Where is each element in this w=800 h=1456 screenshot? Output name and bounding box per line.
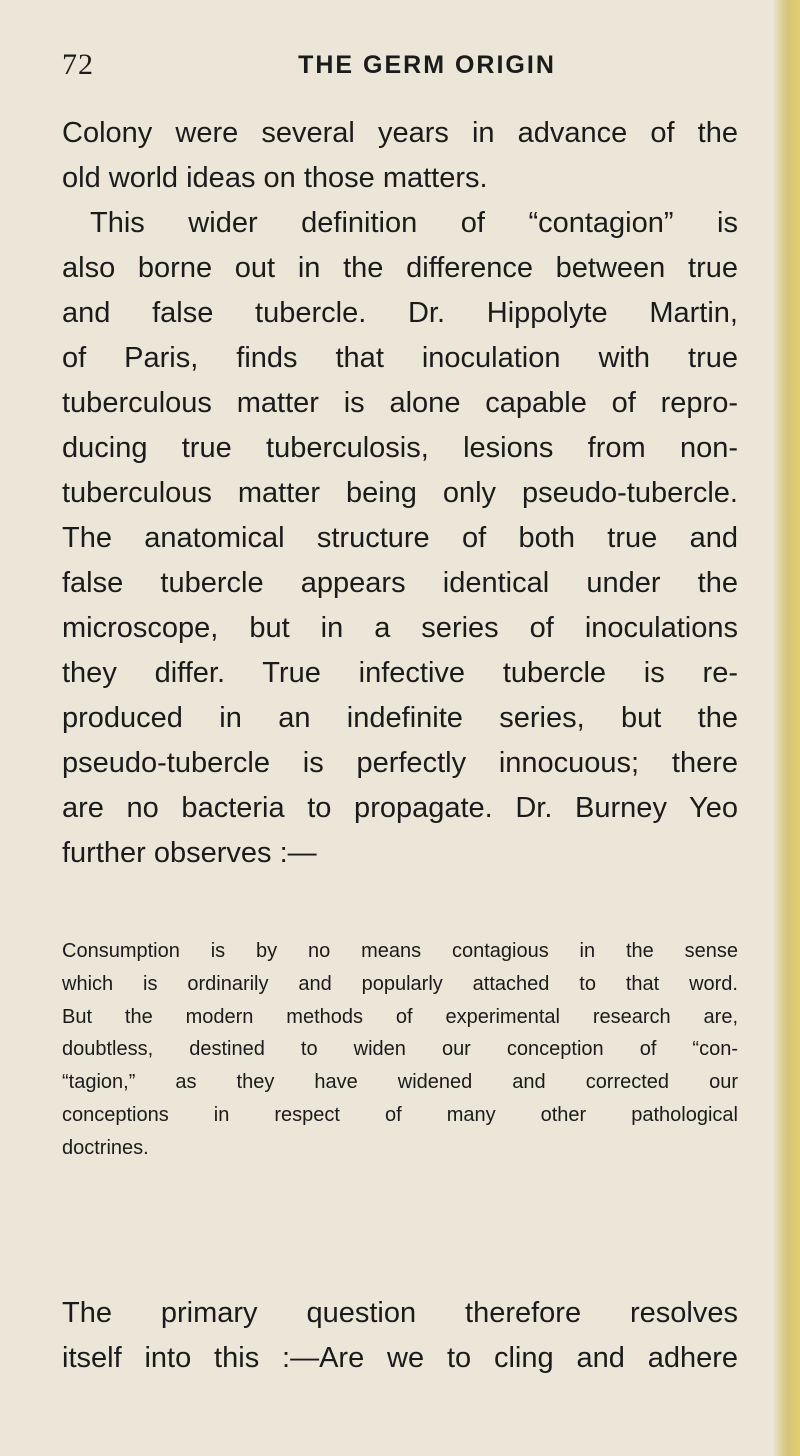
text-line: The primary question therefore resolves (62, 1297, 738, 1329)
text-line: false tubercle appears identical under the (62, 567, 738, 599)
text-line: tuberculous matter being only pseudo-tubercle. (62, 477, 738, 509)
block-quotation (62, 935, 738, 1165)
text-line: and false tubercle. Dr. Hippolyte Martin, (62, 297, 738, 329)
text-line: of Paris, finds that inoculation with true (62, 342, 738, 374)
text-line: This wider definition of “contagion” is (90, 207, 738, 239)
quote-line: doubtless, destined to widen our conception of “con- (62, 1038, 738, 1061)
text-line: are no bacteria to propagate. Dr. Burney Yeo (62, 792, 738, 824)
quote-line: Consumption is by no means contagious in the sense (62, 940, 738, 962)
page-number: 72 (62, 48, 94, 81)
text-line: Colony were several years in advance of the (62, 117, 738, 149)
quote-line: But the modern methods of experimental research are, (62, 1005, 738, 1028)
text-line: The anatomical structure of both true and (62, 522, 738, 554)
closing-paragraph (62, 1291, 738, 1381)
page-header (62, 48, 752, 88)
quote-line: “tagion,” as they have widened and corrected our (62, 1071, 738, 1094)
text-line: produced in an indefinite series, but the (62, 702, 738, 734)
text-line: ducing true tuberculosis, lesions from non- (62, 432, 738, 464)
quote-line: doctrines. (62, 1136, 149, 1159)
text-line: microscope, but in a series of inoculations (62, 612, 738, 644)
running-head: THE GERM ORIGIN (298, 51, 556, 79)
text-line: old world ideas on those matters. (62, 162, 488, 194)
text-line: itself into this :—Are we to cling and adhere (62, 1342, 738, 1374)
quote-line: which is ordinarily and popularly attached to that word. (62, 972, 738, 995)
text-line: they differ. True infective tubercle is re- (62, 657, 738, 689)
text-line: further observes :— (62, 837, 317, 869)
text-line: tuberculous matter is alone capable of repro- (62, 387, 738, 419)
text-line: also borne out in the difference between true (62, 252, 738, 284)
quote-line: conceptions in respect of many other pathological (62, 1103, 738, 1126)
text-line: pseudo-tubercle is perfectly innocuous; there (62, 747, 738, 779)
main-paragraphs (62, 111, 738, 876)
page-edge-discoloration (772, 0, 800, 1456)
